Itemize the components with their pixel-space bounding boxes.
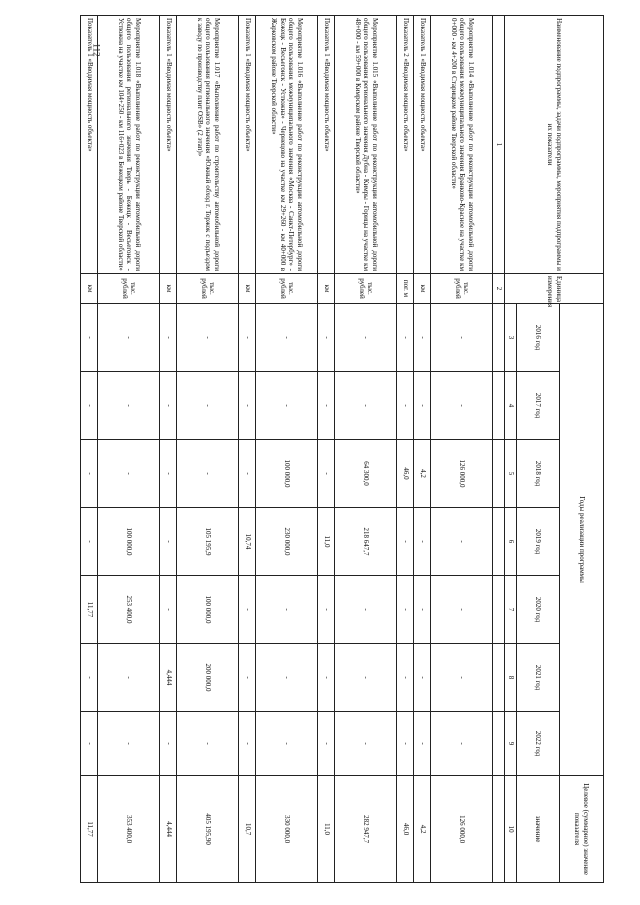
row-year-value: - (335, 304, 397, 372)
header-target: Целевое (суммарное) значение показателя (560, 776, 604, 883)
row-unit: км (318, 274, 335, 304)
row-year-value: - (160, 576, 177, 644)
row-unit: тыс. рублей (335, 274, 397, 304)
row-unit: км (81, 274, 98, 304)
row-name: Показатель 1 «Вводимая мощность объекта» (239, 16, 256, 274)
page-number: 112 (92, 43, 103, 57)
row-year-value: - (318, 304, 335, 372)
col-number-blank (493, 372, 505, 440)
table-row-event (335, 16, 397, 883)
row-year-value: - (318, 576, 335, 644)
row-year-value: 105 195,9 (177, 508, 239, 576)
row-year-value: 4,444 (160, 644, 177, 712)
row-year-value: - (397, 576, 414, 644)
header-target-value: значение (517, 776, 560, 883)
row-year-value: - (256, 712, 318, 776)
header-year-2018: 2018 год (517, 440, 560, 508)
row-year-value: - (431, 644, 493, 712)
row-year-value: 10,74 (239, 508, 256, 576)
col-number-blank (493, 508, 505, 576)
row-year-value: - (431, 576, 493, 644)
header-year-2022: 2022 год (517, 712, 560, 776)
row-year-value: - (335, 644, 397, 712)
row-year-value: 11,77 (81, 576, 98, 644)
row-year-value: - (335, 372, 397, 440)
header-name: Наименование подпрограммы, задачи подпрограммы, мероприятия подпрограммы и их показатели (505, 16, 604, 274)
row-year-value: - (318, 712, 335, 776)
row-year-value: - (414, 508, 431, 576)
row-unit: тыс. рублей (177, 274, 239, 304)
row-year-value: 64 300,0 (335, 440, 397, 508)
table-row-indicator (397, 16, 414, 883)
row-year-value: - (414, 576, 431, 644)
row-name: Мероприятие 1.015 «Выполнение работ по реконструкции автомобильной дороги общего пользования регионального значения Дубна - Кимры - Горицы на участке км 48+000 - км 59+000 в Кимрском районе Тверской области» (335, 16, 397, 274)
row-year-value: - (239, 576, 256, 644)
row-year-value: 126 000,0 (431, 440, 493, 508)
row-target-value: 11,77 (81, 776, 98, 883)
row-name: Мероприятие 1.016 «Выполнение работ по реконструкции автомобильной дороги общего пользования межмуниципального значения «Москва - Санкт-Петербург» - Бежецк - Весьегонск - Устюжна» - Чернецово на участке км 29+260 - км 40+000 в Жарковском районе Тверской области» (256, 16, 318, 274)
row-year-value: - (397, 304, 414, 372)
row-target-value: 330 000,0 (256, 776, 318, 883)
row-year-value: 100 000,0 (256, 440, 318, 508)
row-year-value: 230 000,0 (256, 508, 318, 576)
row-year-value: - (397, 508, 414, 576)
row-target-value: 126 000,0 (431, 776, 493, 883)
row-year-value: - (81, 712, 98, 776)
row-unit: тыс. рублей (431, 274, 493, 304)
table-row-indicator (239, 16, 256, 883)
col-number: 3 (505, 304, 517, 372)
row-name: Показатель 1 «Вводимая мощность объекта» (414, 16, 431, 274)
header-year-2016: 2016 год (517, 304, 560, 372)
row-year-value: 4,2 (414, 440, 431, 508)
col-number-blank (493, 440, 505, 508)
col-number: 1 (493, 16, 505, 274)
row-year-value: - (81, 372, 98, 440)
row-year-value: - (98, 712, 160, 776)
header-unit: Единица измерения (505, 274, 604, 304)
row-year-value: - (397, 644, 414, 712)
row-name: Мероприятие 1.017 «Выполнение работ по строительству автомобильной дороги общего пользования регионального значения «Южный обход г. Торжок с подъездом к заводу по производству плит OSB» (2 этап)» (177, 16, 239, 274)
row-unit: тыс. рублей (256, 274, 318, 304)
col-number-blank (493, 712, 505, 776)
row-unit: пог. м (397, 274, 414, 304)
row-name: Показатель 1 «Вводимая мощность объекта» (81, 16, 98, 274)
row-year-value: - (431, 508, 493, 576)
row-year-value: - (177, 712, 239, 776)
row-year-value: 11,0 (318, 508, 335, 576)
row-year-value: - (81, 304, 98, 372)
col-number: 8 (505, 644, 517, 712)
row-name: Мероприятие 1.018 «Выполнение работ по реконструкции автомобильной дороги общего пользования регионального значения Тверь - Бежецк - Весьегонск - Устюжна на участке км 104+250 - км 116+023 в Бежецком районе Тверской области» (98, 16, 160, 274)
row-year-value: - (318, 644, 335, 712)
row-name: Показатель 1 «Вводимая мощность объекта» (318, 16, 335, 274)
row-target-value: 10,7 (239, 776, 256, 883)
row-year-value: - (177, 440, 239, 508)
row-target-value: 46,0 (397, 776, 414, 883)
row-year-value: - (98, 304, 160, 372)
row-unit: тыс. рублей (98, 274, 160, 304)
row-unit: км (414, 274, 431, 304)
row-year-value: - (98, 440, 160, 508)
table-row-indicator (318, 16, 335, 883)
row-year-value: 46,0 (397, 440, 414, 508)
row-year-value: - (335, 576, 397, 644)
row-year-value: - (335, 712, 397, 776)
row-year-value: - (318, 372, 335, 440)
table-row-event (98, 16, 160, 883)
col-number-blank (493, 304, 505, 372)
row-year-value: - (431, 712, 493, 776)
col-number: 4 (505, 372, 517, 440)
row-year-value: - (239, 644, 256, 712)
header-year-2019: 2019 год (517, 508, 560, 576)
row-year-value: - (414, 712, 431, 776)
row-year-value: - (160, 508, 177, 576)
row-year-value: 253 400,0 (98, 576, 160, 644)
row-target-value: 4,444 (160, 776, 177, 883)
row-target-value: 353 400,0 (98, 776, 160, 883)
col-number-blank (493, 576, 505, 644)
row-year-value: - (239, 712, 256, 776)
table-row-event (177, 16, 239, 883)
row-target-value: 405 195,90 (177, 776, 239, 883)
header-year-2020: 2020 год (517, 576, 560, 644)
col-number: 2 (493, 274, 505, 304)
col-number: 7 (505, 576, 517, 644)
row-year-value: 200 000,0 (177, 644, 239, 712)
row-year-value: - (256, 576, 318, 644)
row-name: Показатель 1 «Вводимая мощность объекта» (160, 16, 177, 274)
row-name: Показатель 2 «Вводимая мощность объекта» (397, 16, 414, 274)
row-year-value: - (414, 644, 431, 712)
col-number: 9 (505, 712, 517, 776)
row-unit: км (239, 274, 256, 304)
row-target-value: 4,2 (414, 776, 431, 883)
row-year-value: - (81, 644, 98, 712)
row-year-value: - (98, 372, 160, 440)
row-year-value: 100 000,0 (98, 508, 160, 576)
table-row-event (431, 16, 493, 883)
row-year-value: 218 647,7 (335, 508, 397, 576)
col-number: 6 (505, 508, 517, 576)
row-year-value: - (81, 440, 98, 508)
row-year-value: - (239, 304, 256, 372)
row-year-value: - (160, 372, 177, 440)
table-row-event (256, 16, 318, 883)
program-table (80, 15, 604, 883)
row-target-value: 11,0 (318, 776, 335, 883)
row-year-value: - (431, 372, 493, 440)
row-year-value: - (431, 304, 493, 372)
row-year-value: - (160, 304, 177, 372)
row-year-value: - (397, 372, 414, 440)
header-years: Годы реализации программы (560, 304, 604, 776)
row-year-value: - (256, 644, 318, 712)
row-year-value: - (318, 440, 335, 508)
row-year-value: - (98, 644, 160, 712)
col-number: 5 (505, 440, 517, 508)
row-year-value: - (177, 304, 239, 372)
row-year-value: 100 000,0 (177, 576, 239, 644)
col-number-blank (493, 776, 505, 883)
row-year-value: - (81, 508, 98, 576)
row-year-value: - (414, 304, 431, 372)
col-number-blank (493, 644, 505, 712)
row-year-value: - (177, 372, 239, 440)
row-year-value: - (160, 712, 177, 776)
row-year-value: - (160, 440, 177, 508)
row-year-value: - (414, 372, 431, 440)
row-name: Мероприятие 1.014 «Выполнение работ по реконструкции автомобильной дороги общего пользования межмуниципального значения Бранково-Красное на участке км 0+000 - км 4+200 в Старицком районе Тверской области» (431, 16, 493, 274)
col-number: 10 (505, 776, 517, 883)
header-row-top (560, 16, 604, 883)
row-year-value: - (239, 440, 256, 508)
row-target-value: 282 947,7 (335, 776, 397, 883)
row-unit: км (160, 274, 177, 304)
header-row-numbers-left (493, 16, 505, 883)
header-year-2021: 2021 год (517, 644, 560, 712)
row-year-value: - (256, 372, 318, 440)
table-row-indicator (160, 16, 177, 883)
header-year-2017: 2017 год (517, 372, 560, 440)
row-year-value: - (256, 304, 318, 372)
table-row-indicator (414, 16, 431, 883)
table-row-indicator (81, 16, 98, 883)
row-year-value: - (397, 712, 414, 776)
row-year-value: - (239, 372, 256, 440)
